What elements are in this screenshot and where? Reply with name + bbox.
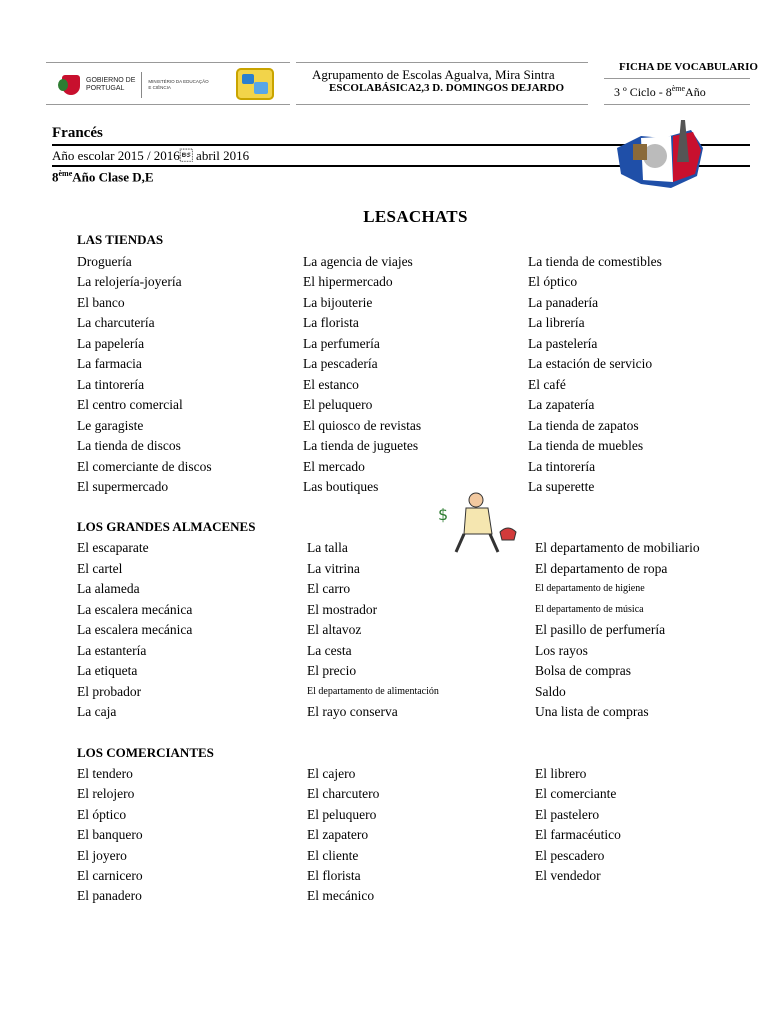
vocabulary-item: El óptico: [528, 274, 578, 290]
vocabulary-item: La tintorería: [528, 458, 596, 474]
vocabulary-item: La tienda de discos: [77, 438, 181, 454]
cycle-label: 3 º Ciclo - 8èmeAño: [614, 84, 706, 99]
vocabulary-item: El hipermercado: [303, 274, 393, 290]
vocabulary-item: La caja: [77, 704, 117, 719]
vocabulary-item: La superette: [528, 478, 595, 494]
vocabulary-item: La relojería-joyería: [77, 274, 182, 290]
vocabulary-item: La talla: [307, 540, 348, 555]
vocabulary-item: La tienda de muebles: [528, 438, 644, 454]
vocabulary-item: La tienda de comestibles: [528, 254, 662, 269]
header-rule: [604, 78, 750, 79]
school-name: Agrupamento de Escolas Agualva, Mira Sintra: [312, 67, 555, 82]
vocabulary-item: El altavoz: [307, 622, 362, 637]
vocabulary-item: La papelería: [77, 335, 145, 351]
svg-text:$: $: [438, 505, 449, 524]
vocabulary-item: La pescadería: [303, 356, 378, 372]
vocabulary-item: El departamento de música: [535, 603, 644, 615]
vocabulary-item: El carnicero: [77, 868, 143, 883]
france-map-illustration-icon: [611, 118, 707, 190]
vocabulary-item: La etiqueta: [77, 663, 138, 678]
vocabulary-item: El cliente: [307, 847, 359, 863]
vocabulary-item: El cartel: [77, 560, 123, 576]
vocabulary-item: Las boutiques: [303, 478, 379, 494]
shopper-illustration-icon: [436, 490, 520, 556]
header-rule: [296, 104, 588, 105]
vocabulary-item: El centro comercial: [77, 397, 183, 413]
page-title: LESACHATS: [363, 207, 468, 226]
worksheet-title: FICHA DE VOCABULARIO: [619, 61, 758, 73]
vocabulary-item: La perfumería: [303, 335, 380, 351]
subject-title: Francés: [52, 125, 103, 141]
vocabulary-item: El quiosco de revistas: [303, 417, 422, 433]
vocabulary-item: La florista: [303, 315, 359, 331]
section-heading: LOS GRANDES ALMACENES: [77, 519, 256, 534]
vocabulary-item: El café: [528, 376, 566, 392]
section-heading: LOS COMERCIANTES: [77, 745, 214, 760]
vocabulary-item: El comerciante de discos: [77, 458, 212, 474]
vocabulary-item: El zapatero: [307, 827, 369, 843]
vocabulary-item: La pastelería: [528, 335, 598, 351]
vocabulary-item: El escaparate: [77, 540, 149, 555]
vocabulary-item: El farmacéutico: [535, 827, 621, 843]
vocabulary-item: La vitrina: [307, 560, 360, 576]
vocabulary-item: El precio: [307, 663, 357, 678]
vocabulary-item: La farmacia: [77, 356, 142, 372]
vocabulary-item: El probador: [77, 683, 142, 699]
vocabulary-item: La librería: [528, 315, 585, 331]
vocabulary-item: El vendedor: [535, 868, 601, 883]
vocabulary-item: El peluquero: [303, 397, 373, 413]
vocabulary-item: La cesta: [307, 642, 352, 658]
portugal-shield-icon: [62, 75, 80, 95]
vocabulary-item: El comerciante: [535, 786, 617, 802]
vocabulary-item: La escalera mecánica: [77, 601, 193, 617]
header-rule: [296, 62, 588, 63]
header-rule: [604, 104, 750, 105]
vocabulary-item: La estación de servicio: [528, 356, 653, 372]
section-heading: LAS TIENDAS: [77, 232, 164, 247]
vocabulary-item: El joyero: [77, 847, 127, 863]
vocabulary-item: El pastelero: [535, 806, 600, 822]
vocabulary-item: Le garagiste: [77, 417, 144, 433]
vocabulary-item: La panadería: [528, 294, 599, 310]
vocabulary-item: El departamento de mobiliario: [535, 540, 700, 555]
school-year: Año escolar 2015 / 2016 abril 2016: [52, 148, 250, 163]
vocabulary-item: El carro: [307, 581, 351, 596]
government-logo: [62, 70, 222, 100]
vocabulary-item: El departamento de ropa: [535, 560, 668, 576]
vocabulary-item: El departamento de alimentación: [307, 685, 439, 697]
logo-separator: [141, 72, 142, 98]
vocabulary-item: La tienda de zapatos: [528, 417, 639, 433]
vocabulary-item: La alameda: [77, 581, 140, 596]
vocabulary-item: La escalera mecánica: [77, 622, 193, 637]
vocabulary-item: El tendero: [77, 766, 133, 781]
vocabulary-item: Saldo: [535, 683, 566, 699]
vocabulary-item: La agencia de viajes: [303, 254, 413, 269]
vocabulary-item: El panadero: [77, 888, 142, 904]
vocabulary-item: La tintorería: [77, 376, 145, 392]
vocabulary-item: Una lista de compras: [535, 704, 649, 719]
vocabulary-item: El mercado: [303, 458, 365, 474]
header-rule: [46, 62, 290, 63]
class-label: 8èmeAño Clase D,E: [52, 169, 154, 185]
vocabulary-item: El florista: [307, 868, 361, 883]
vocabulary-item: La zapatería: [528, 397, 595, 413]
vocabulary-item: El estanco: [303, 376, 359, 392]
school-logo-icon: [236, 68, 274, 100]
vocabulary-item: La charcutería: [77, 315, 155, 331]
vocabulary-item: El supermercado: [77, 478, 169, 494]
vocabulary-item: Bolsa de compras: [535, 663, 631, 678]
vocabulary-item: El mecánico: [307, 888, 375, 904]
vocabulary-item: La bijouterie: [303, 294, 373, 310]
ministry-text: MINISTÉRIO DA EDUCAÇÃO E CIÊNCIA: [148, 79, 209, 90]
vocabulary-item: El mostrador: [307, 601, 378, 617]
vocabulary-item: El banco: [77, 294, 125, 310]
vocabulary-item: El rayo conserva: [307, 704, 398, 719]
vocabulary-item: Los rayos: [535, 642, 588, 658]
school-subtitle: ESCOLABÁSICA2,3 D. DOMINGOS DEJARDO: [329, 82, 565, 94]
header-rule: [46, 104, 290, 105]
vocabulary-item: La estantería: [77, 642, 147, 658]
vocabulary-item: El óptico: [77, 806, 127, 822]
vocabulary-item: El peluquero: [307, 806, 377, 822]
vocabulary-item: Droguería: [77, 254, 132, 269]
vocabulary-item: El relojero: [77, 786, 135, 802]
vocabulary-item: El cajero: [307, 766, 356, 781]
vocabulary-item: El librero: [535, 766, 587, 781]
vocabulary-item: La tienda de juguetes: [303, 438, 419, 454]
vocabulary-item: El pescadero: [535, 847, 605, 863]
vocabulary-item: El banquero: [77, 827, 143, 843]
vocabulary-item: El charcutero: [307, 786, 380, 802]
government-text: GOBIERNO DE PORTUGAL: [86, 77, 136, 92]
vocabulary-item: El departamento de higiene: [535, 583, 645, 594]
vocabulary-item: El pasillo de perfumería: [535, 622, 666, 637]
